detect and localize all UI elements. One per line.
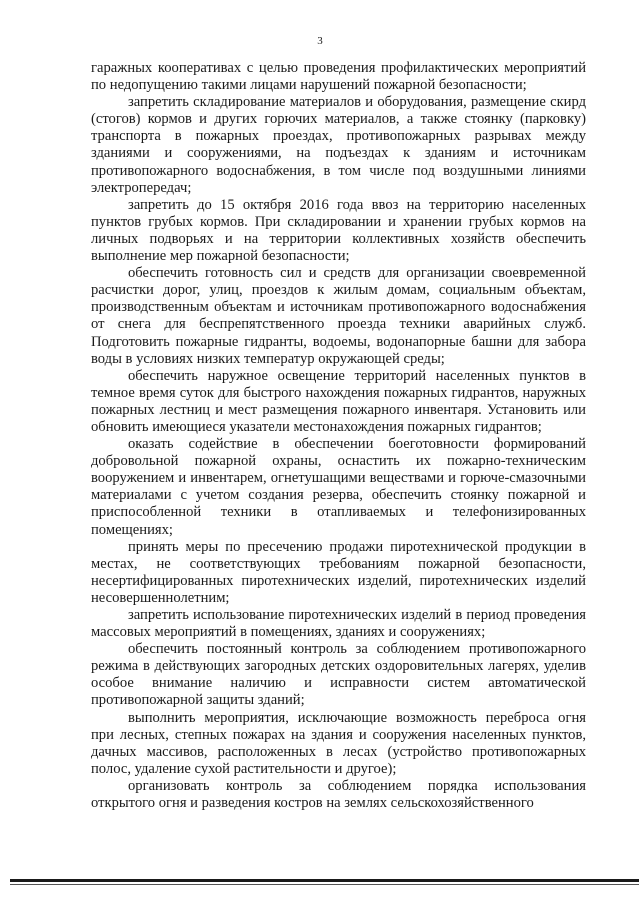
paragraph-children-camps-control: обеспечить постоянный контроль за соблюдением противопожарного режима в действующих загородных детских оздоровительных лагерях, уделив особое внимание наличию и исправности систем автоматической противопожарной защиты зданий; bbox=[91, 641, 586, 709]
paragraph-open-fire-control: организовать контроль за соблюдением порядка использования открытого огня и разведения костров на землях сельскохозяйственного bbox=[91, 777, 586, 812]
paragraph-road-clearing: обеспечить готовность сил и средств для организации своевременной расчистки дорог, улиц, проездов к жилым домам, социальным объектам, производственным объектам и источникам противопожарного водоснабжения от снега для беспрепятственного проезда техники аварийных служб. Подготовить пожарные гидранты, водоемы, водонапорные башни для забора воды в условиях низких температур окружающей среды; bbox=[91, 265, 586, 367]
paragraph-pyrotechnics-sales: принять меры по пресечению продажи пиротехнической продукции в местах, не соответствующих требованиям пожарной безопасности, несертифицированных пиротехнических изделий, пиротехнических изделий несовершеннолетним; bbox=[91, 538, 586, 606]
paragraph-pyrotechnics-use-ban: запретить использование пиротехнических изделий в период проведения массовых мероприятий в помещениях, зданиях и сооружениях; bbox=[91, 607, 586, 641]
paragraph-storage-ban: запретить складирование материалов и оборудования, размещение скирд (стогов) кормов и других горючих материалов, а также стоянку (парковку) транспорта в пожарных проездах, противопожарных разрывах между зданиями и сооружениями, на подъездах к зданиям и источникам противопожарного водоснабжения, в том числе под воздушными линиями электропередач; bbox=[91, 94, 586, 196]
paragraph-volunteer-fire-brigades: оказать содействие в обеспечении боеготовности формирований добровольной пожарной охраны, оснастить их пожарно-техническим вооружением и инвентарем, огнетушащими веществами и горюче-смазочными материалами с учетом создания резерва, обеспечить стоянку пожарной и приспособленной техники в отапливаемых и телефонизированных помещениях; bbox=[91, 436, 586, 538]
page-number: 3 bbox=[317, 35, 323, 47]
paragraph-wildfire-prevention: выполнить мероприятия, исключающие возможность переброса огня при лесных, степных пожарах на здания и сооружения населенных пунктов, дачных массивов, расположенных в лесах (устройство противопожарных полос, удаление сухой растительности и другое); bbox=[91, 709, 586, 777]
footer-divider-thin bbox=[10, 884, 639, 885]
paragraph-continuation: гаражных кооперативах с целью проведения профилактических мероприятий по недопущению такими лицами нарушений пожарной безопасности; bbox=[91, 60, 586, 94]
paragraph-outdoor-lighting: обеспечить наружное освещение территорий населенных пунктов в темное время суток для быстрого нахождения пожарных гидрантов, наружных пожарных лестниц и мест размещения пожарного инвентаря. Установить или обновить имеющиеся указатели местонахождения пожарных гидрантов; bbox=[91, 367, 586, 435]
paragraph-feed-import-ban: запретить до 15 октября 2016 года ввоз на территорию населенных пунктов грубых кормов. При складировании и хранении грубых кормов на личных подворьях и на территории коллективных хозяйств обеспечить выполнение мер пожарной безопасности; bbox=[91, 196, 586, 265]
document-body bbox=[91, 60, 586, 812]
footer-divider bbox=[10, 879, 639, 882]
